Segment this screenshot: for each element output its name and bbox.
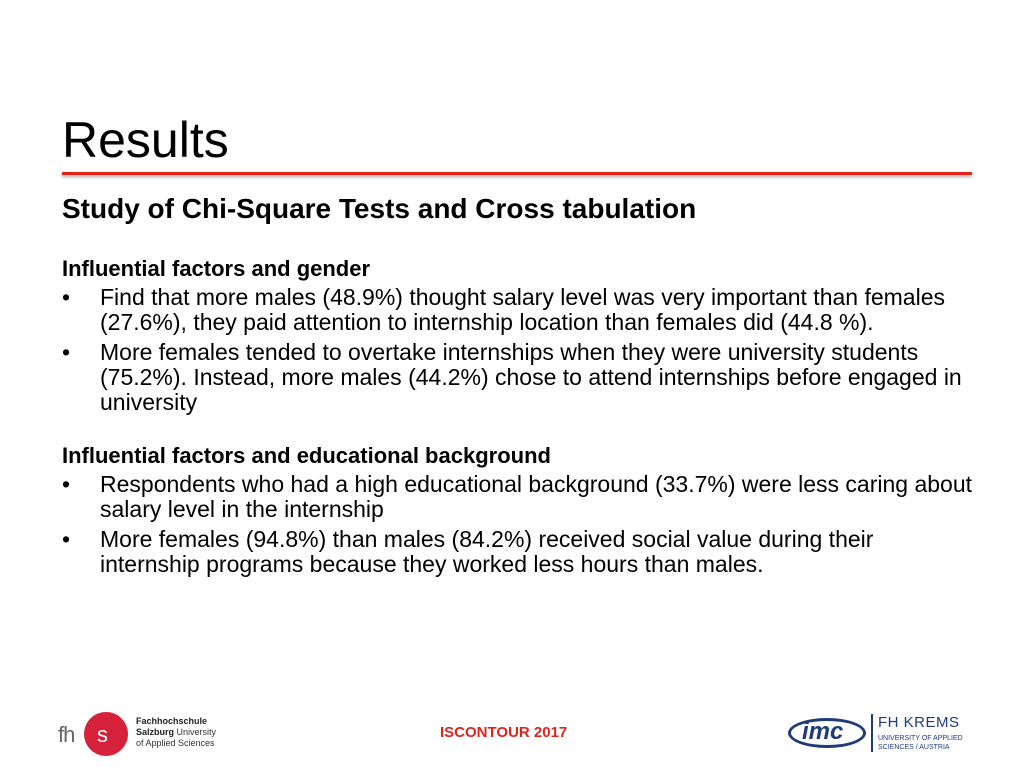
fhs-logo-abbr: fh	[58, 722, 75, 747]
section-heading: Influential factors and educational background	[62, 443, 551, 468]
section-education	[62, 443, 972, 577]
slide-content	[62, 190, 972, 582]
section-gender	[62, 256, 972, 415]
bullet-marker: •	[62, 526, 71, 552]
fhs-logo-name	[136, 716, 216, 749]
imc-logo-subtitle-line2: SCIENCES / AUSTRIA	[878, 744, 950, 751]
fhs-logo-line1: Fachhochschule	[136, 716, 208, 726]
bullet-text: More females (94.8%) than males (84.2%) received social value during their internship programs because they worked less hours than males.	[100, 526, 874, 577]
section-heading: Influential factors and gender	[62, 256, 371, 281]
bullet-item	[62, 527, 972, 577]
fhs-salzburg-logo	[58, 710, 228, 758]
bullet-text: Find that more males (48.9%) thought salary level was very important than females (27.6%), they paid attention to internship location than females did (44.8 %).	[100, 284, 945, 335]
fhs-logo-abbr-s: s	[97, 722, 108, 747]
imc-logo-name: FH KREMS	[878, 714, 960, 731]
fhs-logo-line3: of Applied Sciences	[136, 738, 215, 748]
bullet-marker: •	[62, 284, 71, 310]
fhs-logo-line2-bold: Salzburg	[136, 727, 175, 737]
bullet-marker: •	[62, 339, 71, 365]
bullet-list	[62, 472, 972, 577]
bullet-text: More females tended to overtake internships when they were university students (75.2%). Instead, more males (44.2%) chose to attend internships before engaged in university	[100, 339, 962, 415]
bullet-item	[62, 472, 972, 522]
slide-title: Results	[62, 112, 229, 168]
imc-fh-krems-logo	[788, 712, 966, 756]
imc-logo-divider	[871, 714, 873, 752]
bullet-item	[62, 285, 972, 335]
slide-subtitle: Study of Chi-Square Tests and Cross tabulation	[62, 193, 697, 224]
bullet-item	[62, 340, 972, 415]
conference-label: ISCONTOUR 2017	[440, 724, 568, 741]
title-underline	[62, 172, 972, 175]
fhs-logo-line2-rest: University	[176, 727, 217, 737]
bullet-list	[62, 285, 972, 415]
imc-logo-subtitle	[878, 734, 963, 752]
bullet-marker: •	[62, 471, 71, 497]
bullet-text: Respondents who had a high educational background (33.7%) were less caring about salary level in the internship	[100, 471, 973, 522]
imc-logo-abbr: imc	[802, 718, 844, 745]
imc-logo-subtitle-line1: UNIVERSITY OF APPLIED	[878, 735, 963, 742]
